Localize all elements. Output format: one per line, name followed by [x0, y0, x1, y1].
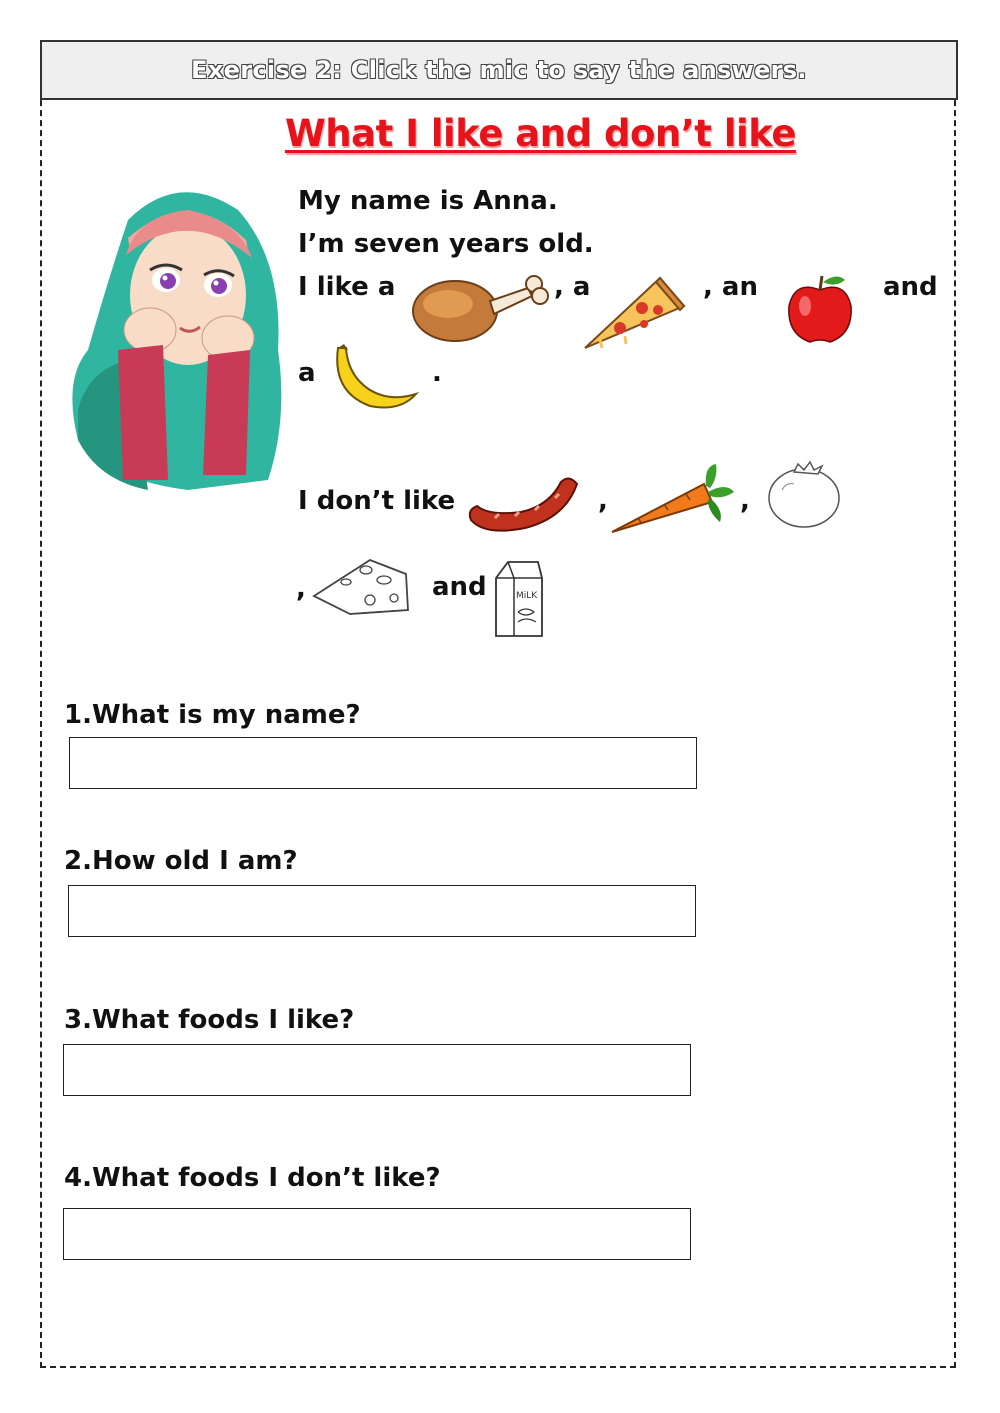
pizza-slice-icon — [580, 270, 690, 352]
question-3: 3.What foods I like? — [64, 1005, 355, 1035]
passage-line-name: My name is Anna. — [298, 186, 558, 216]
chicken-leg-icon — [410, 266, 550, 346]
worksheet-title: What I like and don’t like — [285, 112, 796, 155]
and-word-2: and — [432, 572, 487, 602]
comma-2: , — [740, 486, 750, 516]
question-1: 1.What is my name? — [64, 700, 361, 730]
sausage-icon — [465, 470, 583, 540]
banana-icon — [330, 342, 420, 414]
and-word-1: and — [883, 272, 938, 302]
a-word-2: a — [298, 358, 316, 388]
answer-box-1[interactable] — [69, 737, 697, 789]
milk-carton-icon — [490, 558, 546, 640]
comma-1: , — [598, 486, 608, 516]
dislike-intro: I don’t like — [298, 486, 456, 516]
question-4: 4.What foods I don’t like? — [64, 1163, 441, 1193]
carrot-icon — [608, 462, 736, 536]
apple-icon — [785, 272, 855, 344]
question-2: 2.How old I am? — [64, 846, 298, 876]
separator-a: , a — [554, 272, 591, 302]
comma-3: , — [296, 574, 306, 604]
cheese-outline-icon — [310, 556, 412, 618]
girl-illustration — [68, 180, 290, 495]
milk-label: MiLK — [516, 591, 538, 601]
instruction-banner — [40, 40, 958, 100]
answer-box-2[interactable] — [68, 885, 696, 937]
passage-line-age: I’m seven years old. — [298, 229, 594, 259]
instruction-text: Exercise 2: Click the mic to say the answers. — [191, 56, 807, 84]
answer-box-4[interactable] — [63, 1208, 691, 1260]
answer-box-3[interactable] — [63, 1044, 691, 1096]
tomato-outline-icon — [764, 456, 844, 530]
separator-an: , an — [703, 272, 758, 302]
like-intro: I like a — [298, 272, 396, 302]
sentence-period: . — [432, 358, 442, 388]
